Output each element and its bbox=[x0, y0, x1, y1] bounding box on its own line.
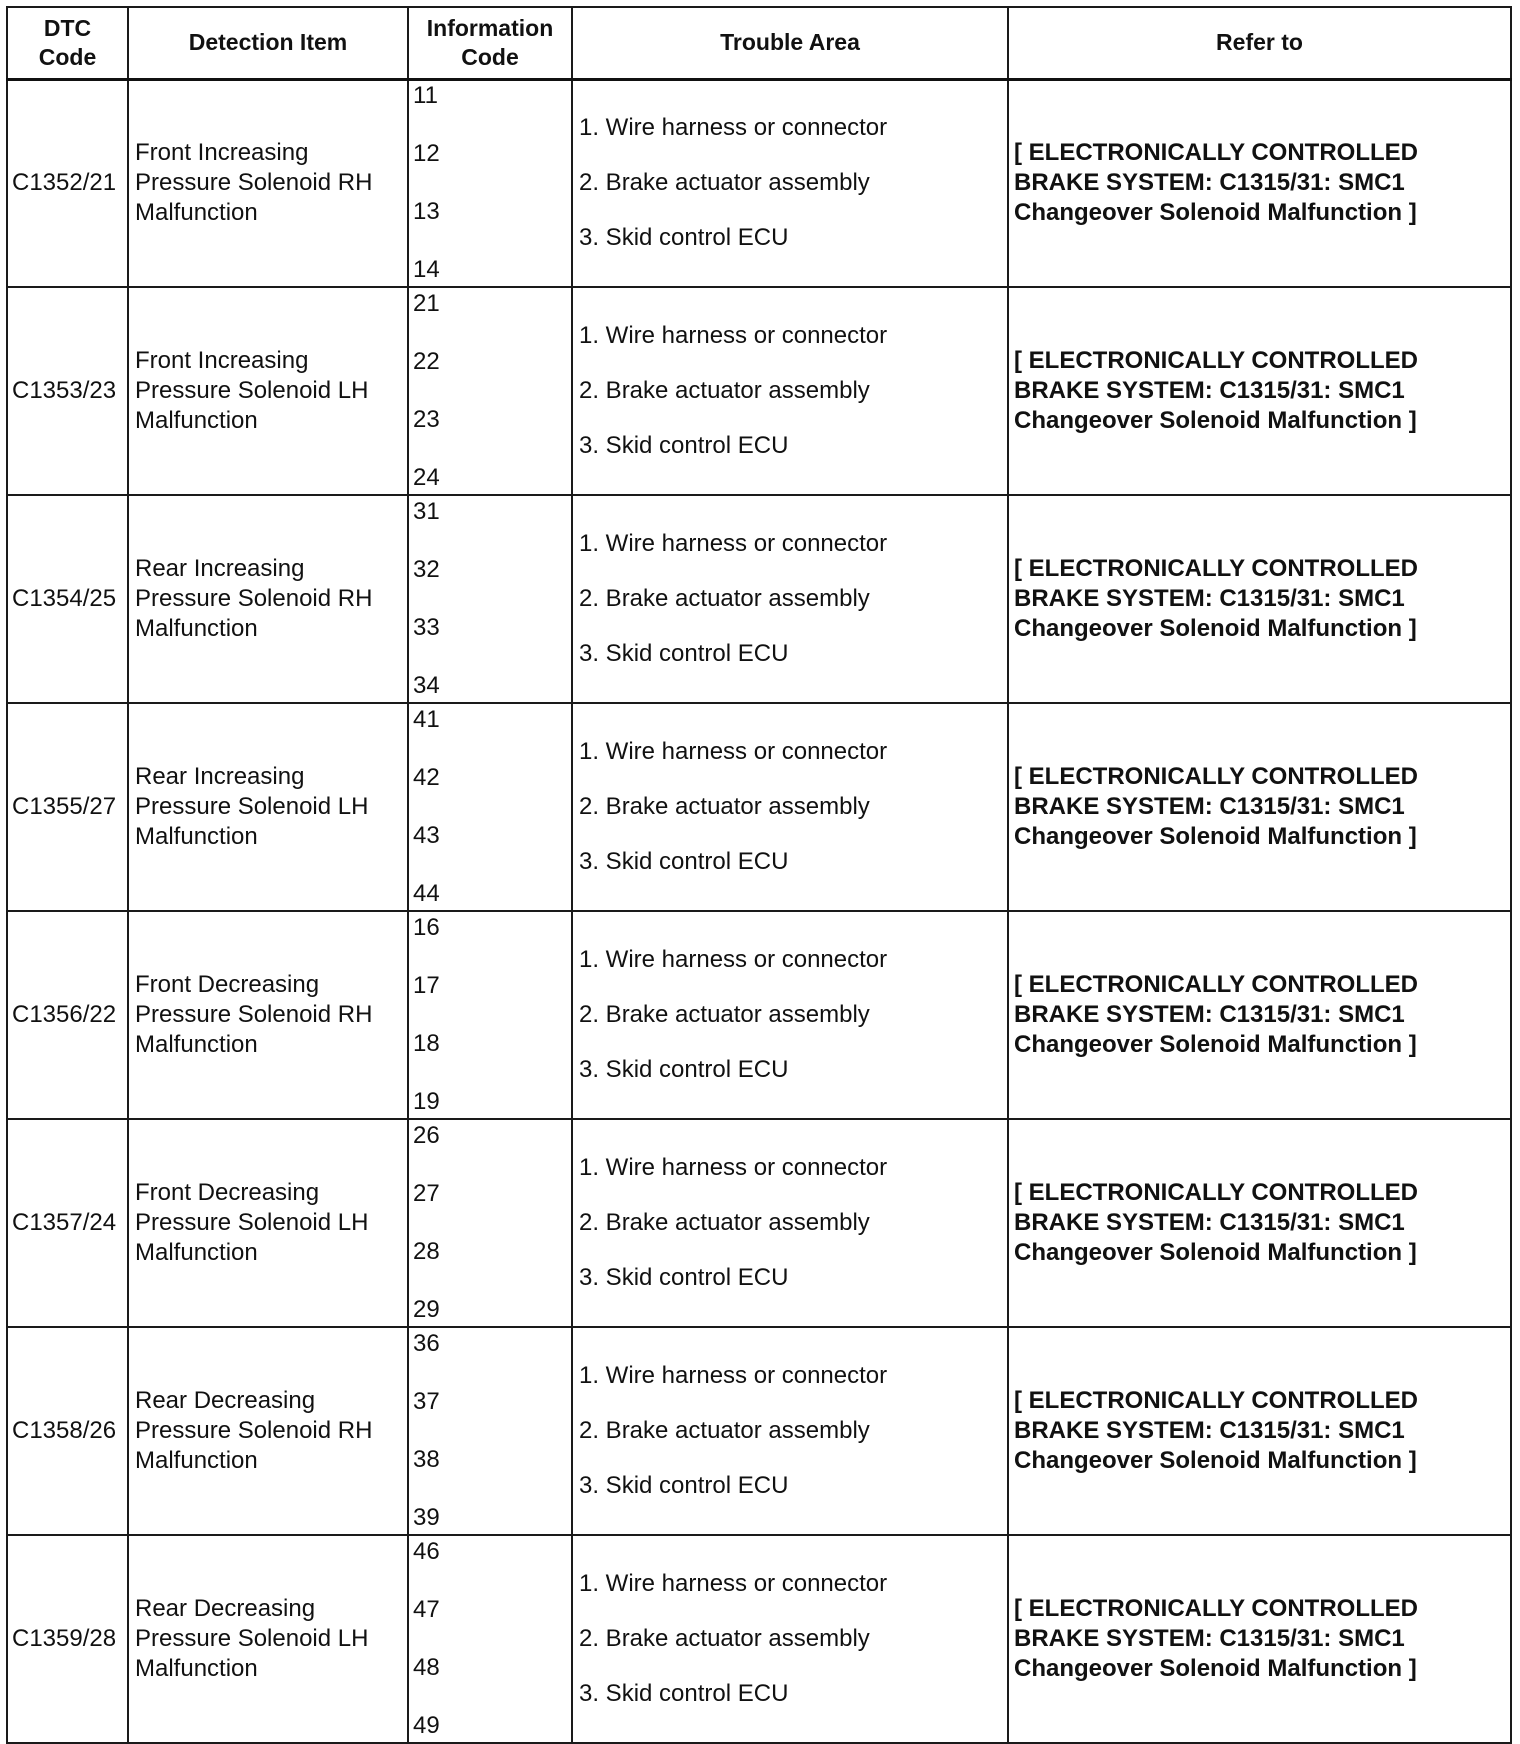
refer-to-line: Changeover Solenoid Malfunction ] bbox=[1014, 407, 1417, 434]
refer-to-line: [ ELECTRONICALLY CONTROLLED bbox=[1014, 347, 1419, 374]
trouble-area-item: 3. Skid control ECU bbox=[579, 1680, 789, 1707]
refer-to-line: BRAKE SYSTEM: C1315/31: SMC1 bbox=[1014, 1417, 1405, 1444]
dtc-code-cell: C1359/28 bbox=[7, 1535, 128, 1743]
trouble-area-item: 3. Skid control ECU bbox=[579, 848, 789, 875]
detection-item-line: Pressure Solenoid LH bbox=[135, 1209, 369, 1236]
detection-item-line: Malfunction bbox=[135, 1447, 258, 1474]
information-code: 33 bbox=[413, 614, 440, 641]
information-code: 37 bbox=[413, 1388, 440, 1415]
header-trouble-area: Trouble Area bbox=[572, 7, 1008, 79]
information-code-cell bbox=[408, 703, 572, 911]
detection-item-line: Pressure Solenoid RH bbox=[135, 1001, 373, 1028]
information-code: 31 bbox=[413, 498, 440, 525]
detection-item-line: Malfunction bbox=[135, 1239, 258, 1266]
dtc-code-cell: C1352/21 bbox=[7, 79, 128, 287]
dtc-code-cell: C1354/25 bbox=[7, 495, 128, 703]
trouble-area-item: 1. Wire harness or connector bbox=[579, 1154, 888, 1181]
refer-to-line: [ ELECTRONICALLY CONTROLLED bbox=[1014, 1387, 1419, 1414]
dtc-code-cell: C1356/22 bbox=[7, 911, 128, 1119]
information-code: 18 bbox=[413, 1030, 440, 1057]
refer-to-line: [ ELECTRONICALLY CONTROLLED bbox=[1014, 139, 1419, 167]
information-code: 49 bbox=[413, 1712, 440, 1739]
table-row bbox=[7, 1327, 1511, 1535]
information-code: 22 bbox=[413, 348, 440, 375]
table-row bbox=[7, 287, 1511, 495]
information-code: 14 bbox=[413, 256, 440, 284]
refer-to-line: Changeover Solenoid Malfunction ] bbox=[1014, 199, 1417, 227]
refer-to-link[interactable] bbox=[1008, 1535, 1511, 1743]
refer-to-link[interactable] bbox=[1008, 79, 1511, 287]
table-body bbox=[7, 79, 1511, 1743]
refer-to-link[interactable] bbox=[1008, 911, 1511, 1119]
detection-item-line: Malfunction bbox=[135, 615, 258, 642]
dtc-code-cell: C1355/27 bbox=[7, 703, 128, 911]
trouble-area-item: 2. Brake actuator assembly bbox=[579, 169, 870, 197]
refer-to-line: Changeover Solenoid Malfunction ] bbox=[1014, 615, 1417, 642]
detection-item-line: Rear Decreasing bbox=[135, 1595, 316, 1622]
information-code-cell bbox=[408, 287, 572, 495]
refer-to-line: Changeover Solenoid Malfunction ] bbox=[1014, 1655, 1417, 1682]
detection-item-cell bbox=[128, 1119, 408, 1327]
information-code: 46 bbox=[413, 1538, 440, 1565]
trouble-area-item: 3. Skid control ECU bbox=[579, 1472, 789, 1499]
information-code: 17 bbox=[413, 972, 440, 999]
information-code: 34 bbox=[413, 672, 440, 699]
information-code: 24 bbox=[413, 464, 440, 491]
information-code-cell bbox=[408, 911, 572, 1119]
information-code: 44 bbox=[413, 880, 440, 907]
information-code: 11 bbox=[413, 82, 438, 110]
trouble-area-cell bbox=[572, 495, 1008, 703]
detection-item-line: Malfunction bbox=[135, 1031, 258, 1058]
refer-to-line: BRAKE SYSTEM: C1315/31: SMC1 bbox=[1014, 377, 1405, 404]
refer-to-link[interactable] bbox=[1008, 1119, 1511, 1327]
trouble-area-cell bbox=[572, 1535, 1008, 1743]
detection-item-line: Malfunction bbox=[135, 199, 258, 227]
refer-to-link[interactable] bbox=[1008, 287, 1511, 495]
refer-to-link[interactable] bbox=[1008, 495, 1511, 703]
detection-item-line: Malfunction bbox=[135, 407, 258, 434]
trouble-area-item: 2. Brake actuator assembly bbox=[579, 585, 870, 612]
information-code: 21 bbox=[413, 290, 440, 317]
table-row bbox=[7, 1119, 1511, 1327]
table-row bbox=[7, 703, 1511, 911]
refer-to-line: [ ELECTRONICALLY CONTROLLED bbox=[1014, 1595, 1419, 1622]
trouble-area-item: 1. Wire harness or connector bbox=[579, 738, 888, 765]
trouble-area-cell bbox=[572, 287, 1008, 495]
information-code: 48 bbox=[413, 1654, 440, 1681]
information-code: 26 bbox=[413, 1122, 440, 1149]
information-code: 12 bbox=[413, 140, 440, 168]
detection-item-line: Pressure Solenoid LH bbox=[135, 1625, 369, 1652]
refer-to-line: BRAKE SYSTEM: C1315/31: SMC1 bbox=[1014, 793, 1405, 820]
information-code: 39 bbox=[413, 1504, 440, 1531]
refer-to-line: [ ELECTRONICALLY CONTROLLED bbox=[1014, 971, 1419, 998]
detection-item-line: Pressure Solenoid LH bbox=[135, 377, 369, 404]
header-dtc-line2: Code bbox=[38, 43, 97, 70]
table-row bbox=[7, 1535, 1511, 1743]
trouble-area-item: 2. Brake actuator assembly bbox=[579, 1625, 870, 1652]
information-code: 38 bbox=[413, 1446, 440, 1473]
information-code: 43 bbox=[413, 822, 440, 849]
information-code: 29 bbox=[413, 1296, 440, 1323]
dtc-table bbox=[6, 6, 1512, 1744]
detection-item-cell bbox=[128, 703, 408, 911]
detection-item-line: Malfunction bbox=[135, 823, 258, 850]
refer-to-line: [ ELECTRONICALLY CONTROLLED bbox=[1014, 1179, 1419, 1206]
trouble-area-item: 3. Skid control ECU bbox=[579, 224, 789, 252]
information-code: 16 bbox=[413, 914, 440, 941]
header-dtc-code bbox=[7, 7, 128, 79]
information-code: 36 bbox=[413, 1330, 440, 1357]
information-code-cell bbox=[408, 1119, 572, 1327]
detection-item-cell bbox=[128, 79, 408, 287]
trouble-area-item: 1. Wire harness or connector bbox=[579, 1570, 888, 1597]
refer-to-line: BRAKE SYSTEM: C1315/31: SMC1 bbox=[1014, 1209, 1405, 1236]
information-code: 41 bbox=[413, 706, 440, 733]
trouble-area-item: 1. Wire harness or connector bbox=[579, 322, 888, 349]
trouble-area-cell bbox=[572, 79, 1008, 287]
refer-to-link[interactable] bbox=[1008, 1327, 1511, 1535]
detection-item-cell bbox=[128, 1535, 408, 1743]
detection-item-line: Malfunction bbox=[135, 1655, 258, 1682]
detection-item-cell bbox=[128, 495, 408, 703]
information-code: 27 bbox=[413, 1180, 440, 1207]
information-code-cell bbox=[408, 79, 572, 287]
header-refer-to: Refer to bbox=[1008, 7, 1511, 79]
information-code-cell bbox=[408, 495, 572, 703]
detection-item-line: Pressure Solenoid RH bbox=[135, 585, 373, 612]
trouble-area-item: 2. Brake actuator assembly bbox=[579, 793, 870, 820]
information-code: 32 bbox=[413, 556, 440, 583]
detection-item-line: Front Increasing bbox=[135, 347, 309, 374]
information-code: 13 bbox=[413, 198, 440, 226]
refer-to-line: [ ELECTRONICALLY CONTROLLED bbox=[1014, 763, 1419, 790]
header-row bbox=[7, 7, 1511, 79]
refer-to-line: [ ELECTRONICALLY CONTROLLED bbox=[1014, 555, 1419, 582]
detection-item-line: Pressure Solenoid RH bbox=[135, 1417, 373, 1444]
refer-to-line: BRAKE SYSTEM: C1315/31: SMC1 bbox=[1014, 1001, 1405, 1028]
detection-item-line: Pressure Solenoid LH bbox=[135, 793, 369, 820]
information-code: 28 bbox=[413, 1238, 440, 1265]
trouble-area-item: 3. Skid control ECU bbox=[579, 432, 789, 459]
header-dtc-line1: DTC bbox=[43, 14, 92, 41]
refer-to-line: BRAKE SYSTEM: C1315/31: SMC1 bbox=[1014, 1625, 1405, 1652]
dtc-code-cell: C1353/23 bbox=[7, 287, 128, 495]
trouble-area-item: 2. Brake actuator assembly bbox=[579, 1209, 870, 1236]
refer-to-line: Changeover Solenoid Malfunction ] bbox=[1014, 1031, 1417, 1058]
trouble-area-cell bbox=[572, 911, 1008, 1119]
trouble-area-cell bbox=[572, 1119, 1008, 1327]
detection-item-cell bbox=[128, 1327, 408, 1535]
refer-to-line: Changeover Solenoid Malfunction ] bbox=[1014, 1239, 1417, 1266]
refer-to-line: BRAKE SYSTEM: C1315/31: SMC1 bbox=[1014, 169, 1405, 197]
detection-item-line: Front Increasing bbox=[135, 139, 309, 167]
table-row bbox=[7, 495, 1511, 703]
information-code: 23 bbox=[413, 406, 440, 433]
table-row bbox=[7, 79, 1511, 287]
refer-to-link[interactable] bbox=[1008, 703, 1511, 911]
detection-item-cell bbox=[128, 911, 408, 1119]
header-detection-item: Detection Item bbox=[128, 7, 408, 79]
detection-item-line: Pressure Solenoid RH bbox=[135, 169, 373, 197]
trouble-area-cell bbox=[572, 703, 1008, 911]
dtc-code-cell: C1357/24 bbox=[7, 1119, 128, 1327]
detection-item-line: Front Decreasing bbox=[135, 1179, 320, 1206]
trouble-area-item: 1. Wire harness or connector bbox=[579, 946, 888, 973]
trouble-area-item: 2. Brake actuator assembly bbox=[579, 1417, 870, 1444]
trouble-area-cell bbox=[572, 1327, 1008, 1535]
refer-to-line: Changeover Solenoid Malfunction ] bbox=[1014, 823, 1417, 850]
dtc-code-cell: C1358/26 bbox=[7, 1327, 128, 1535]
header-information-code bbox=[408, 7, 572, 79]
trouble-area-item: 1. Wire harness or connector bbox=[579, 114, 888, 142]
refer-to-line: BRAKE SYSTEM: C1315/31: SMC1 bbox=[1014, 585, 1405, 612]
refer-to-line: Changeover Solenoid Malfunction ] bbox=[1014, 1447, 1417, 1474]
trouble-area-item: 2. Brake actuator assembly bbox=[579, 377, 870, 404]
information-code-cell bbox=[408, 1327, 572, 1535]
detection-item-cell bbox=[128, 287, 408, 495]
table-row bbox=[7, 911, 1511, 1119]
information-code: 19 bbox=[413, 1088, 440, 1115]
detection-item-line: Rear Decreasing bbox=[135, 1387, 316, 1414]
trouble-area-item: 1. Wire harness or connector bbox=[579, 530, 888, 557]
information-code: 47 bbox=[413, 1596, 440, 1623]
information-code: 42 bbox=[413, 764, 440, 791]
trouble-area-item: 3. Skid control ECU bbox=[579, 1264, 789, 1291]
header-info-line2: Code bbox=[461, 43, 519, 70]
trouble-area-item: 1. Wire harness or connector bbox=[579, 1362, 888, 1389]
detection-item-line: Front Decreasing bbox=[135, 971, 320, 998]
header-info-line1: Information bbox=[426, 14, 554, 41]
detection-item-line: Rear Increasing bbox=[135, 555, 305, 582]
trouble-area-item: 2. Brake actuator assembly bbox=[579, 1001, 870, 1028]
trouble-area-item: 3. Skid control ECU bbox=[579, 640, 789, 667]
detection-item-line: Rear Increasing bbox=[135, 763, 305, 790]
information-code-cell bbox=[408, 1535, 572, 1743]
trouble-area-item: 3. Skid control ECU bbox=[579, 1056, 789, 1083]
